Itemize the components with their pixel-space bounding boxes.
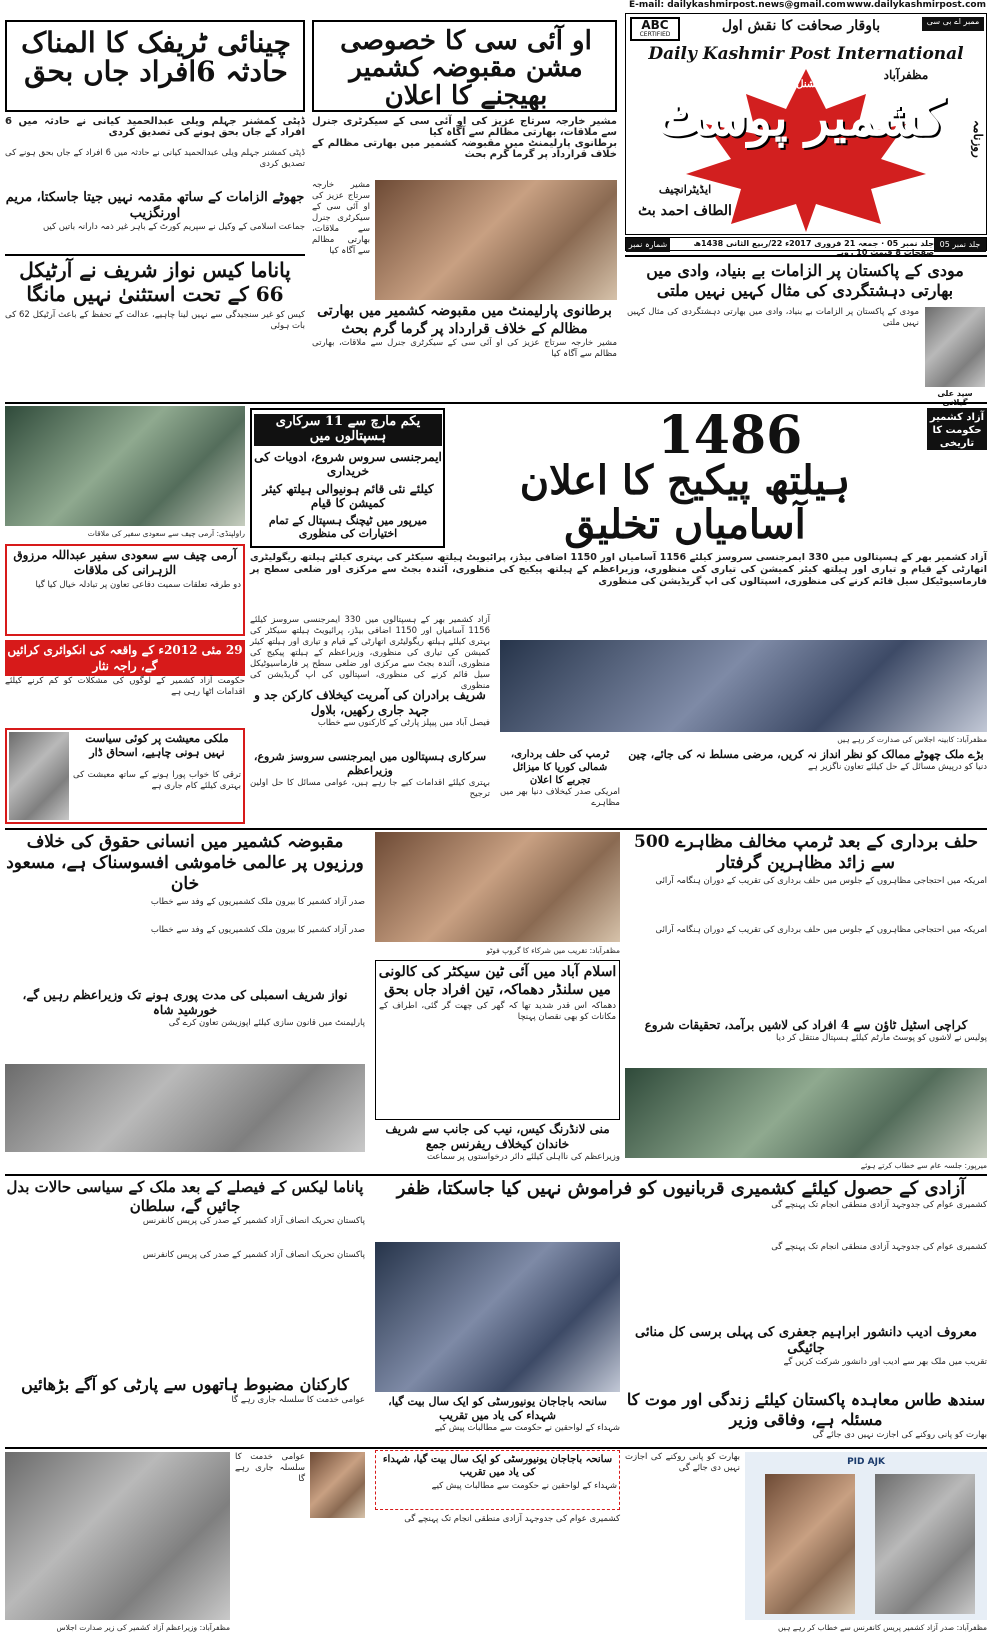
footer-text-1: عوامی خدمت کا سلسلہ جاری رہے گا: [235, 1452, 305, 1484]
center-item-2-headline[interactable]: شریف برادران کی آمریت کیخلاف کارکن جد و جہد جاری رکھیں، بلاول: [254, 688, 486, 717]
right-item-5: [625, 1325, 987, 1385]
lower-left-item-3: [5, 1178, 365, 1248]
lower-center-item-2: [375, 1395, 620, 1445]
lower-left-body-2: پاکستان تحریک انصاف آزاد کشمیر کے صدر کی پریس کانفرنس: [142, 1250, 365, 1260]
footer-left-caption: مظفرآباد: وزیراعظم آزاد کشمیر کی زیر صدارت اجلاس: [56, 1623, 230, 1632]
right-item-2-text: امریکی صدر کیخلاف دنیا بھر میں مظاہرے: [500, 787, 620, 808]
lower-left-item-4-text: عوامی خدمت کا سلسلہ جاری رہے گا: [231, 1395, 365, 1405]
right-item-3-text: امریکہ میں احتجاجی مظاہروں کے جلوس میں حلف برداری کی تقریب کے دوران ہنگامہ آرائی: [655, 876, 987, 886]
lower-center-item-2-headline[interactable]: سانحہ باجاجان یونیورسٹی کو ایک سال بیت گیا، شہداء کی یاد میں تقریب: [388, 1395, 607, 1422]
center-top-side-text: مشیر خارجہ سرتاج عزیز کی او آئی سی کے سیکرٹری جنرل سے ملاقات، بھارتی مظالم سے آگاہ کیا: [312, 180, 370, 256]
masthead-urdu-name: کشمیر پوسٹ: [656, 88, 946, 147]
lower-left-item-2: [5, 988, 365, 1060]
volume-number: جلد نمبر 05: [934, 238, 986, 252]
army-chief-photo: [5, 406, 245, 526]
footer-center-body: کشمیری عوام کی جدوجہد آزادی منطقی انجام تک پہنچے گی: [404, 1514, 620, 1524]
army-chief-caption: راولپنڈی: آرمی چیف سے سعودی سفیر کی ملاقات: [87, 529, 245, 538]
lower-left-item-4: [5, 1375, 365, 1435]
main-headline-line2[interactable]: آسامیاں تخلیق: [564, 501, 806, 548]
center-item-1: [250, 750, 490, 826]
pid-person-right: [875, 1474, 975, 1614]
cabinet-caption: مظفرآباد: کابینہ اجلاس کی صدارت کر رہے ہیں: [837, 735, 987, 744]
right-item-3: [625, 832, 987, 922]
mirwaiz-body: مودی کے پاکستان پر الزامات بے بنیاد، وادی میں بھارتی دہشتگردی کی مثال کہیں نہیں ملتی: [627, 307, 919, 328]
main-headline-block: [450, 406, 987, 551]
membership-badge: ممبر اے بی سی: [922, 17, 984, 31]
top-left-headline[interactable]: چینائی ٹریفک کا المناک حادثہ 6افراد جاں بحق: [21, 26, 291, 89]
footer-right-caption: مظفرآباد: صدر آزاد کشمیر پریس کانفرنس سے خطاب کر رہے ہیں: [777, 1623, 987, 1632]
lower-center-item-1-text: کشمیری عوام کی جدوجہد آزادی منطقی انجام تک پہنچے گی: [771, 1200, 987, 1210]
top-center-lead: مشیر خارجہ سرتاج عزیز کی او آئی سی کے سیکرٹری جنرل سے ملاقات، بھارتی مظالم سے آگاہ کیا: [312, 116, 617, 138]
abc-label: ABC: [641, 18, 669, 32]
right-item-3-headline[interactable]: حلف برداری کے بعد ٹرمپ مخالف مظاہرے 500 سے زائد مظاہرین گرفتار: [634, 832, 978, 873]
center-item-4-headline[interactable]: منی لانڈرنگ کیس، نیب کی جانب سے شریف خاندان کیخلاف ریفرنس جمع: [385, 1122, 610, 1151]
right-item-5-headline[interactable]: معروف ادیب دانشور ابراہیم جعفری کی پہلی برسی کل منائی جائیگی: [635, 1325, 977, 1356]
center-under-main-text: آزاد کشمیر بھر کے ہسپتالوں میں 330 ایمرجنسی سروسز کیلئے 1156 آسامیاں اور 1150 اضافی بیڈز، پرائیویٹ ہیلتھ سیکٹر کی بہتری کیلئے ہیلتھ ریگولیٹری اتھارٹی کے قیام و تیاری اور ہیلتھ کیئر کمیشن کی تیاری کی منظوری، وزیراعظم کے ہیلتھ پیکیج کی منظوری، آئندہ بجٹ سے مرکزی اور ضلعی سطح پر فارماسیوٹیکل سیل قائم کرنے کی منظوری، اسپتالوں کی اپ گریڈیشن کی منظوری: [250, 615, 491, 691]
left-item-2-text: کیس کو غیر سنجیدگی سے نہیں لینا چاہیے، عدالت کے تحفظ کے باعث آرٹیکل 62 کی بات ہوئی: [5, 310, 305, 331]
center-mid-block: [312, 302, 617, 402]
right-item-2-headline[interactable]: ٹرمپ کی حلف برداری، شمالی کوریا کا میزائل تجربے کا اعلان: [510, 749, 610, 786]
top-center-headline[interactable]: او آئی سی کا خصوصی مشن مقبوضہ کشمیر بھیجنے کا اعلان: [340, 26, 592, 111]
center-top-photo: [375, 180, 617, 300]
main-body: آزاد کشمیر بھر کے ہسپتالوں میں 330 ایمرجنسی سروسز کیلئے 1156 آسامیاں اور 1150 اضافی بیڈز، پرائیویٹ ہیلتھ سیکٹر کی بہتری کیلئے ہیلتھ ریگولیٹری اتھارٹی کے قیام و تیاری اور ہیلتھ کیئر کمیشن کی تیاری کی منظوری، وزیراعظم کے ہیلتھ پیکیج کی منظوری، آئندہ بجٹ سے مرکزی اور ضلعی سطح پر فارماسیوٹیکل سیل قائم کرنے کی منظوری، اسپتالوں کی اپ گریڈیشن کی منظوری: [250, 552, 988, 587]
top-center-headline-box: [312, 20, 617, 112]
right-item-5-text: تقریب میں ملک بھر سے ادیب اور دانشور شرکت کریں گے: [783, 1357, 987, 1367]
top-left-headline-box: [5, 20, 305, 112]
main-kicker: آزاد کشمیر حکومت کا تاریخی کارنامہ: [927, 408, 987, 450]
left-item-5-text: ترقی کا خواب پورا ہونے کے ساتھ معیشت کی بہتری کیلئے کام جاری ہے: [73, 770, 241, 791]
center-mid-headline[interactable]: برطانوی پارلیمنٹ میں مقبوضہ کشمیر میں بھارتی مظالم کے خلاف قرارداد پر گرما گرم بحث: [317, 303, 612, 337]
left-item-1-headline[interactable]: جھوٹے الزامات کے ساتھ مقدمہ نہیں جیتا جاسکتا، مریم اورنگزیب: [5, 190, 305, 221]
top-left-lead: ڈپٹی کمشنر جہلم ویلی عبدالحمید کیانی نے حادثہ میں 6 افراد کے جاں بحق ہونے کی تصدیق کردی: [5, 116, 305, 138]
top-center-sub: برطانوی پارلیمنٹ میں مقبوضہ کشمیر میں بھارتی مظالم کے خلاف قرارداد پر گرما گرم بحث: [312, 138, 617, 160]
center-item-4: [375, 1122, 620, 1182]
masthead-email[interactable]: E-mail: dailykashmirpost.news@gmail.com: [629, 0, 846, 10]
mirwaiz-headline[interactable]: مودی کے پاکستان پر الزامات بے بنیاد، وادی میں بھارتی دہشتگردی کی مثال کہیں نہیں ملتی: [646, 261, 964, 300]
right-item-6-text: بھارت کو پانی روکنے کی اجازت نہیں دی جائے گی: [812, 1430, 987, 1440]
left-item-1-text: جماعت اسلامی کے وکیل نے سپریم کورٹ کے باہر غیر ذمہ دارانہ باتیں کیں: [42, 222, 305, 232]
lower-center-item-1-headline[interactable]: آزادی کے حصول کیلئے کشمیری قربانیوں کو فراموش نہیں کیا جاسکتا، ظفر: [396, 1178, 966, 1199]
right-item-4-headline[interactable]: کراچی اسٹیل ٹاؤن سے 4 افراد کی لاشیں برآمد، تحقیقات شروع: [644, 1018, 968, 1032]
center-item-4-text: وزیراعظم کی نااہلی کیلئے دائر درخواستوں پر سماعت: [426, 1152, 620, 1162]
divider: [5, 828, 987, 830]
cabinet-meeting-photo: [500, 640, 987, 732]
main-headline-line1[interactable]: ہیلتھ پیکیج کا اعلان: [519, 457, 851, 504]
lower-center-item-2-text: شہداء کے لواحقین نے حکومت سے مطالبات پیش کیے: [434, 1423, 620, 1433]
right-item-1-headline[interactable]: بڑے ملک چھوٹے ممالک کو نظر انداز نہ کریں، مرضی مسلط نہ کی جائے، چین: [628, 748, 984, 761]
divider: [5, 1447, 987, 1449]
center-item-2: [250, 688, 490, 748]
lower-center-item-1: [375, 1178, 987, 1238]
pid-label: PID AJK: [847, 1457, 885, 1467]
right-item-6-headline[interactable]: سندھ طاس معاہدہ پاکستان کیلئے زندگی اور موت کا مسئلہ ہے، وفاقی وزیر: [626, 1390, 986, 1429]
lower-left-item-3-text: پاکستان تحریک انصاف آزاد کشمیر کے صدر کی پریس کانفرنس: [142, 1216, 365, 1226]
footer-boxed-text: شہداء کے لواحقین نے حکومت سے مطالبات پیش کیے: [431, 1481, 617, 1491]
issue-number: شمارہ نمبر 357: [626, 238, 670, 252]
editor-label: ایڈیٹرانچیف: [658, 183, 712, 196]
main-side-item-3[interactable]: کیلئے نئی قائم ہونیوالی ہیلتھ کیئر کمیشن کا قیام: [262, 482, 434, 510]
divider: [5, 1174, 987, 1176]
masthead-international: انٹرنیشنل: [796, 79, 836, 90]
footer-photo-left: [5, 1452, 230, 1620]
ishaq-dar-photo: [9, 732, 69, 820]
abc-sub: CERTIFIED: [639, 31, 671, 38]
right-item-1-text: دنیا کو درپیش مسائل کے حل کیلئے تعاون ناگزیر ہے: [807, 762, 987, 772]
left-item-3: [5, 544, 245, 636]
masthead-english-name: Daily Kashmir Post International: [648, 44, 964, 64]
abc-badge: [630, 17, 680, 41]
lower-left-item-3-headline[interactable]: پاناما لیکس کے فیصلے کے بعد ملک کے سیاسی حالات بدل جائیں گے، سلطان: [6, 1178, 364, 1215]
oath-photo: [625, 1068, 987, 1158]
left-item-4-text: حکومت آزاد کشمیر کے لوگوں کی مشکلات کو کم کرنے کیلئے اقدامات اٹھا رہی ہے: [5, 676, 245, 697]
oath-caption: میرپور: جلسہ عام سے خطاب کرتے ہوئے: [860, 1161, 987, 1170]
masthead-website[interactable]: www.dailykashmirpost.com: [846, 0, 986, 10]
mirwaiz-story: [625, 255, 987, 405]
lower-left-item-1: [5, 832, 365, 922]
main-side-item-1[interactable]: یکم مارچ سے 11 سرکاری ہسپتالوں میں: [254, 414, 442, 446]
center-item-3-headline[interactable]: اسلام آباد میں آئی ٹین سیکٹر کی کالونی میں سلنڈر دھماکہ، تین افراد جاں بحق: [378, 964, 617, 998]
left-item-4-headline[interactable]: 29 مئی 2012ء کے واقعہ کی انکوائری کرائیں گے، راجہ نثار: [5, 640, 245, 676]
right-body: امریکہ میں احتجاجی مظاہروں کے جلوس میں حلف برداری کی تقریب کے دوران ہنگامہ آرائی: [655, 925, 987, 935]
main-headline-number[interactable]: 1486: [657, 405, 803, 466]
lower-left-item-2-text: پارلیمنٹ میں قانون سازی کیلئے اپوزیشن تعاون کرے گی: [168, 1018, 365, 1028]
pid-photo: [745, 1452, 987, 1620]
right-item-4-text: پولیس نے لاشوں کو پوسٹ مارٹم کیلئے ہسپتال منتقل کر دیا: [776, 1033, 987, 1043]
footer-right-text: بھارت کو پانی روکنے کی اجازت نہیں دی جائے گی: [625, 1452, 740, 1473]
left-item-5-headline[interactable]: ملکی معیشت پر کوئی سیاست نہیں ہونی چاہیے، اسحاق ڈار: [85, 732, 229, 759]
divider: [5, 402, 987, 404]
footer-boxed-story: [375, 1450, 620, 1510]
date-line: جلد نمبر 05 · جمعہ 21 فروری 2017ء 22/ربیع الثانی 1438ھ صفحات 8 قیمت 10 روپے: [693, 239, 934, 257]
right-body-2: کشمیری عوام کی جدوجہد آزادی منطقی انجام تک پہنچے گی: [771, 1242, 987, 1252]
right-item-1: [625, 748, 987, 788]
masthead-city: مظفرآباد: [883, 68, 929, 82]
right-item-2: [500, 748, 620, 826]
press-caption: مظفرآباد: تقریب میں شرکاء کا گروپ فوٹو: [486, 946, 620, 955]
left-item-2-headline[interactable]: پاناما کیس نواز شریف نے آرٹیکل 66 کے تحت استثنیٰ نہیں مانگا: [19, 258, 291, 306]
center-item-3: [375, 960, 620, 1120]
right-item-6: [625, 1390, 987, 1446]
masthead-daily: روزنامہ: [971, 120, 985, 158]
lower-left-item-2-headline[interactable]: نواز شریف اسمبلی کی مدت پوری ہونے تک وزیراعظم رہیں گے، خورشید شاہ: [22, 988, 348, 1017]
footer-portrait-photo: [310, 1452, 365, 1518]
date-bar: [625, 237, 987, 262]
right-item-4: [625, 1018, 987, 1068]
left-item-3-text: دو طرفہ تعلقات سمیت دفاعی تعاون پر تبادلہ خیال کیا گیا: [35, 580, 241, 590]
center-item-3-text: دھماکہ اس قدر شدید تھا کہ گھر کی چھت گر گئی، اطراف کے مکانات کو بھی نقصان پہنچا: [379, 1001, 616, 1022]
editor-name: الطاف احمد بٹ: [638, 203, 732, 219]
masthead-contact: [625, 0, 990, 12]
left-item-5: [5, 728, 245, 824]
center-item-1-headline[interactable]: سرکاری ہسپتالوں میں ایمرجنسی سروسز شروع، وزیراعظم: [253, 750, 487, 777]
press-conference-photo: [375, 832, 620, 942]
divider: [5, 254, 305, 256]
lower-left-item-1-headline[interactable]: مقبوضہ کشمیر میں انسانی حقوق کی خلاف ورزیوں پر عالمی خاموشی افسوسناک ہے، مسعود خان: [6, 832, 364, 894]
main-side-list: [250, 408, 445, 548]
center-item-2-text: فیصل آباد میں پیپلز پارٹی کے کارکنوں سے خطاب: [317, 718, 490, 728]
left-item-2: [5, 258, 305, 398]
main-side-item-2[interactable]: ایمرجنسی سروس شروع، ادویات کی خریداری: [254, 450, 442, 478]
lower-left-body: صدر آزاد کشمیر کا بیرون ملک کشمیریوں کے وفد سے خطاب: [150, 925, 365, 935]
masthead-motto: باوقار صحافت کا نقش اول: [721, 18, 881, 34]
left-item-3-headline[interactable]: آرمی چیف سے سعودی سفیر عبداللہ مرزوق الزہرانی کی ملاقات: [13, 548, 237, 577]
pid-person-left: [765, 1474, 855, 1614]
footer-boxed-headline[interactable]: سانحہ باجاجان یونیورسٹی کو ایک سال بیت گیا، شہداء کی یاد میں تقریب: [382, 1454, 613, 1478]
main-side-item-4[interactable]: میرپور میں ٹیچنگ ہسپتال کے تمام اختیارات کی منظوری: [268, 514, 428, 540]
center-mid-text: مشیر خارجہ سرتاج عزیز کی او آئی سی کے سیکرٹری جنرل سے ملاقات، بھارتی مظالم سے آگاہ کیا: [312, 338, 617, 359]
crowd-photo: [375, 1242, 620, 1392]
left-item-1: [5, 190, 305, 252]
mirwaiz-photo: [925, 307, 985, 387]
mirwaiz-name: سید علی: [937, 389, 973, 398]
lower-left-item-4-headline[interactable]: کارکنان مضبوط ہاتھوں سے پارٹی کو آگے بڑھائیں: [21, 1375, 349, 1394]
lower-left-item-1-text: صدر آزاد کشمیر کا بیرون ملک کشمیریوں کے وفد سے خطاب: [150, 897, 365, 907]
top-left-body: ڈپٹی کمشنر جہلم ویلی عبدالحمید کیانی نے حادثہ میں 6 افراد کے جاں بحق ہونے کی تصدیق کردی: [5, 148, 305, 169]
event-photo-left: [5, 1064, 365, 1152]
center-item-1-text: بہتری کیلئے اقدامات کیے جا رہے ہیں، عوامی مسائل کا حل اولین ترجیح: [250, 778, 490, 799]
masthead: [625, 13, 987, 235]
left-item-4: [5, 640, 245, 724]
